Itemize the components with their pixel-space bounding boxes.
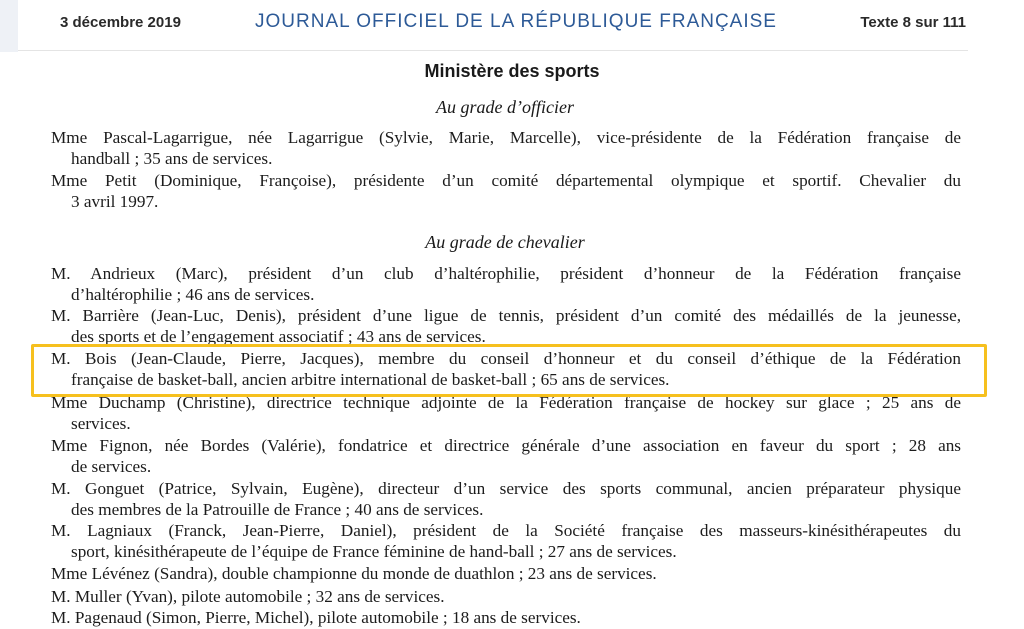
highlight-box <box>31 344 987 397</box>
list-item <box>51 435 961 477</box>
list-item <box>51 586 961 607</box>
list-item <box>51 170 961 212</box>
entry-line: M. Barrière (Jean-Luc, Denis), président d’une ligue de tennis, président d’un comité des médaillés de la jeunesse, <box>51 306 961 325</box>
entry-line: handball ; 35 ans de services. <box>71 149 273 168</box>
entry-line: M. Lagniaux (Franck, Jean-Pierre, Daniel), président de la Société française des masseurs-kinésithérapeutes du <box>51 521 961 540</box>
text-page-reference: Texte 8 sur 111 <box>860 14 966 31</box>
list-item <box>51 263 961 305</box>
list-item <box>51 607 961 628</box>
entry-line: Mme Duchamp (Christine), directrice technique adjointe de la Fédération française de hockey sur glace ; 25 ans de <box>51 393 961 412</box>
section-title-officier: Au grade d’officier <box>436 97 574 117</box>
list-item <box>51 563 961 584</box>
entry-line: sport, kinésithérapeute de l’équipe de France féminine de hand-ball ; 27 ans de services. <box>71 542 677 561</box>
entry-line: services. <box>71 414 131 433</box>
entry-line: des sports et de l’engagement associatif ; 43 ans de services. <box>71 327 486 346</box>
publication-date: 3 décembre 2019 <box>60 14 181 31</box>
list-item <box>51 127 961 169</box>
entry-line: Mme Pascal-Lagarrigue, née Lagarrigue (Sylvie, Marie, Marcelle), vice-présidente de la Fédération française de <box>51 128 961 147</box>
entry-line: d’haltérophilie ; 46 ans de services. <box>71 285 315 304</box>
list-item <box>51 478 961 520</box>
list-item <box>51 520 961 562</box>
entry-line: M. Gonguet (Patrice, Sylvain, Eugène), directeur d’un service des sports communal, ancien préparateur physique <box>51 479 961 498</box>
journal-title: JOURNAL OFFICIEL DE LA RÉPUBLIQUE FRANÇAISE <box>255 11 777 32</box>
entry-line: Mme Fignon, née Bordes (Valérie), fondatrice et directrice générale d’une association en faveur du sport ; 28 ans <box>51 436 961 455</box>
entry-line: M. Andrieux (Marc), président d’un club d’haltérophilie, président d’honneur de la Fédération française <box>51 264 961 283</box>
list-item <box>51 392 961 434</box>
entry-line: française de basket-ball, ancien arbitre international de basket-ball ; 65 ans de services. <box>71 370 670 389</box>
entry-line: des membres de la Patrouille de France ; 40 ans de services. <box>71 500 484 519</box>
entry-line: de services. <box>71 457 152 476</box>
section-title-chevalier: Au grade de chevalier <box>425 232 585 252</box>
entry-line: M. Pagenaud (Simon, Pierre, Michel), pilote automobile ; 18 ans de services. <box>51 608 581 627</box>
left-margin-strip <box>0 0 18 52</box>
header-divider <box>18 50 968 51</box>
list-item <box>51 305 961 347</box>
entry-line: Mme Lévénez (Sandra), double championne du monde de duathlon ; 23 ans de services. <box>51 564 657 583</box>
entry-line: Mme Petit (Dominique, Françoise), présidente d’un comité départemental olympique et sportif. Chevalier du <box>51 171 961 190</box>
ministry-heading: Ministère des sports <box>424 61 600 81</box>
page-header <box>0 0 1024 50</box>
entry-line: M. Muller (Yvan), pilote automobile ; 32 ans de services. <box>51 587 445 606</box>
entry-line: 3 avril 1997. <box>71 192 159 211</box>
entry-line: M. Bois (Jean-Claude, Pierre, Jacques), membre du conseil d’honneur et du conseil d’éthique de la Fédération <box>51 349 961 368</box>
